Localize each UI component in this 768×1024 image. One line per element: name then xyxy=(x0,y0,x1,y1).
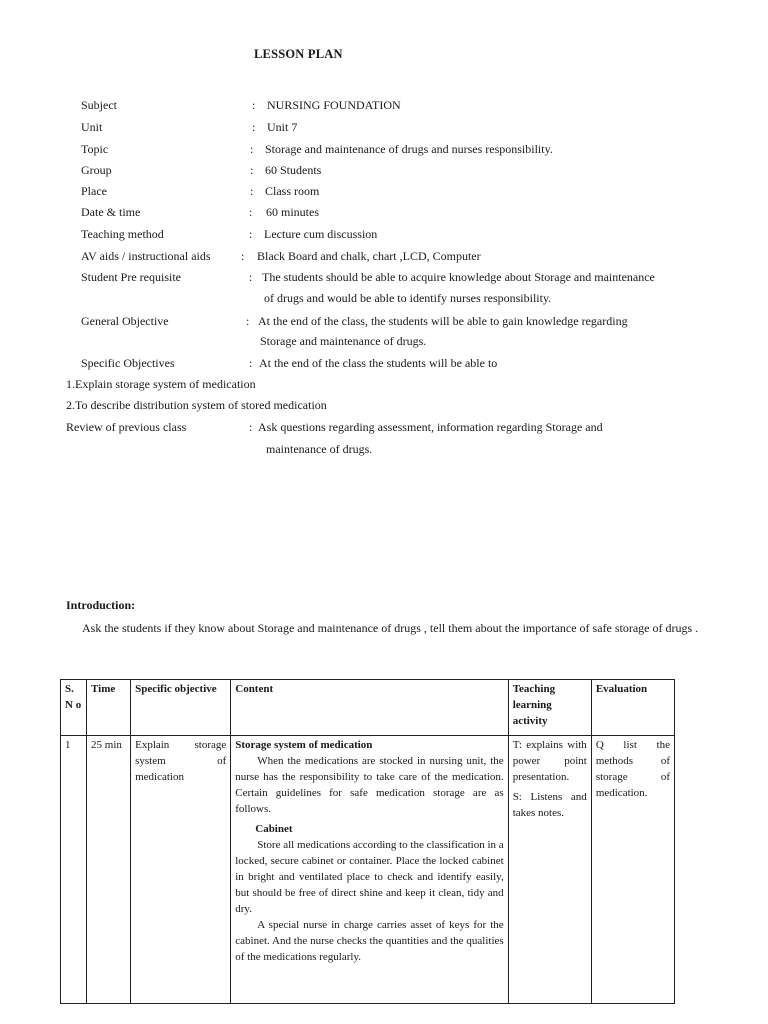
field-label: Place xyxy=(81,184,107,198)
document-title: LESSON PLAN xyxy=(254,47,343,61)
field-topic xyxy=(0,142,768,157)
field-label: Group xyxy=(81,163,112,177)
cell-content xyxy=(231,736,508,1004)
field-value: 60 Students xyxy=(265,163,322,177)
field-colon: : xyxy=(249,356,253,370)
header-evaluation: Evaluation xyxy=(591,680,674,736)
field-label: Teaching method xyxy=(81,227,164,241)
header-time: Time xyxy=(87,680,131,736)
field-value: Class room xyxy=(265,184,320,198)
cell-sno: 1 xyxy=(61,736,87,1004)
content-subheading: Cabinet xyxy=(255,823,293,835)
field-colon: : xyxy=(249,227,253,241)
field-review xyxy=(0,420,768,435)
content-heading: Storage system of medication xyxy=(235,739,373,751)
field-label: Topic xyxy=(81,142,109,156)
field-colon: : xyxy=(252,98,256,112)
objective-item: 1.Explain storage system of medication xyxy=(66,377,256,391)
field-colon: : xyxy=(246,314,250,328)
field-colon: : xyxy=(250,184,254,198)
header-objective: Specific objective xyxy=(131,680,231,736)
field-subject xyxy=(0,98,768,113)
field-label: Student Pre requisite xyxy=(81,270,181,284)
field-label: Specific Objectives xyxy=(81,356,175,370)
field-label: Unit xyxy=(81,120,103,134)
content-paragraph: Store all medications according to the classification in a locked, secure cabinet or container. Place the locked cabinet in bright and ventilated place to check and identify easily, but should be free of direct shine and keep it clean, tidy and dry. xyxy=(235,839,504,915)
field-value: 60 minutes xyxy=(266,205,319,219)
field-continuation: maintenance of drugs. xyxy=(266,442,373,456)
field-group xyxy=(0,163,768,178)
activity-student: S: Listens and takes notes. xyxy=(512,791,587,819)
field-colon: : xyxy=(249,270,253,284)
field-colon: : xyxy=(249,420,253,434)
field-specific-objectives xyxy=(0,356,768,371)
field-av-aids xyxy=(0,249,768,264)
field-continuation: Storage and maintenance of drugs. xyxy=(260,334,427,348)
field-teaching-method xyxy=(0,227,768,242)
field-label: Date & time xyxy=(81,205,141,219)
activity-teacher: T: explains with power point presentation. xyxy=(512,739,587,783)
objective-item: 2.To describe distribution system of stored medication xyxy=(66,398,327,412)
field-value: The students should be able to acquire knowledge about Storage and maintenance xyxy=(262,270,655,284)
field-place xyxy=(0,184,768,199)
table-row xyxy=(61,736,675,1004)
cell-objective: Explain storage system of medication xyxy=(131,736,231,1004)
field-pre-requisite xyxy=(0,270,768,285)
content-paragraph: A special nurse in charge carries asset of keys for the cabinet. And the nurse checks the quantities and the qualities of the medications regularly. xyxy=(235,919,504,963)
field-label: AV aids / instructional aids xyxy=(81,249,211,263)
introduction-heading: Introduction: xyxy=(66,598,136,612)
field-colon: : xyxy=(250,142,254,156)
field-value: Storage and maintenance of drugs and nurses responsibility. xyxy=(265,142,553,156)
cell-evaluation: Q list the methods of storage of medication. xyxy=(591,736,674,1004)
field-label: Subject xyxy=(81,98,117,112)
table-header-row xyxy=(61,680,675,736)
field-colon: : xyxy=(249,205,253,219)
field-colon: : xyxy=(250,163,254,177)
field-value: Ask questions regarding assessment, information regarding Storage and xyxy=(258,420,603,434)
lesson-plan-table xyxy=(60,679,675,1004)
field-value: Unit 7 xyxy=(267,120,298,134)
field-colon: : xyxy=(241,249,245,263)
field-value: NURSING FOUNDATION xyxy=(267,98,401,112)
field-colon: : xyxy=(252,120,256,134)
field-value: Black Board and chalk, chart ,LCD, Computer xyxy=(257,249,481,263)
introduction-text: Ask the students if they know about Storage and maintenance of drugs , tell them about the importance of safe storage of drugs . xyxy=(82,621,699,635)
field-unit xyxy=(0,120,768,135)
header-content: Content xyxy=(231,680,508,736)
field-value: At the end of the class, the students will be able to gain knowledge regarding xyxy=(258,314,628,328)
header-activity: Teaching learning activity xyxy=(508,680,591,736)
field-date-time xyxy=(0,205,768,220)
field-label: Review of previous class xyxy=(66,420,187,434)
header-sno: S. N o xyxy=(61,680,87,736)
field-continuation: of drugs and would be able to identify nurses responsibility. xyxy=(264,291,552,305)
content-paragraph: When the medications are stocked in nursing unit, the nurse has the responsibility to take care of the medication. Certain guidelines for safe medication storage are as follows. xyxy=(235,755,504,815)
cell-time: 25 min xyxy=(87,736,131,1004)
field-value: At the end of the class the students will be able to xyxy=(259,356,498,370)
cell-activity xyxy=(508,736,591,1004)
field-label: General Objective xyxy=(81,314,169,328)
field-general-objective xyxy=(0,314,768,329)
field-value: Lecture cum discussion xyxy=(264,227,378,241)
